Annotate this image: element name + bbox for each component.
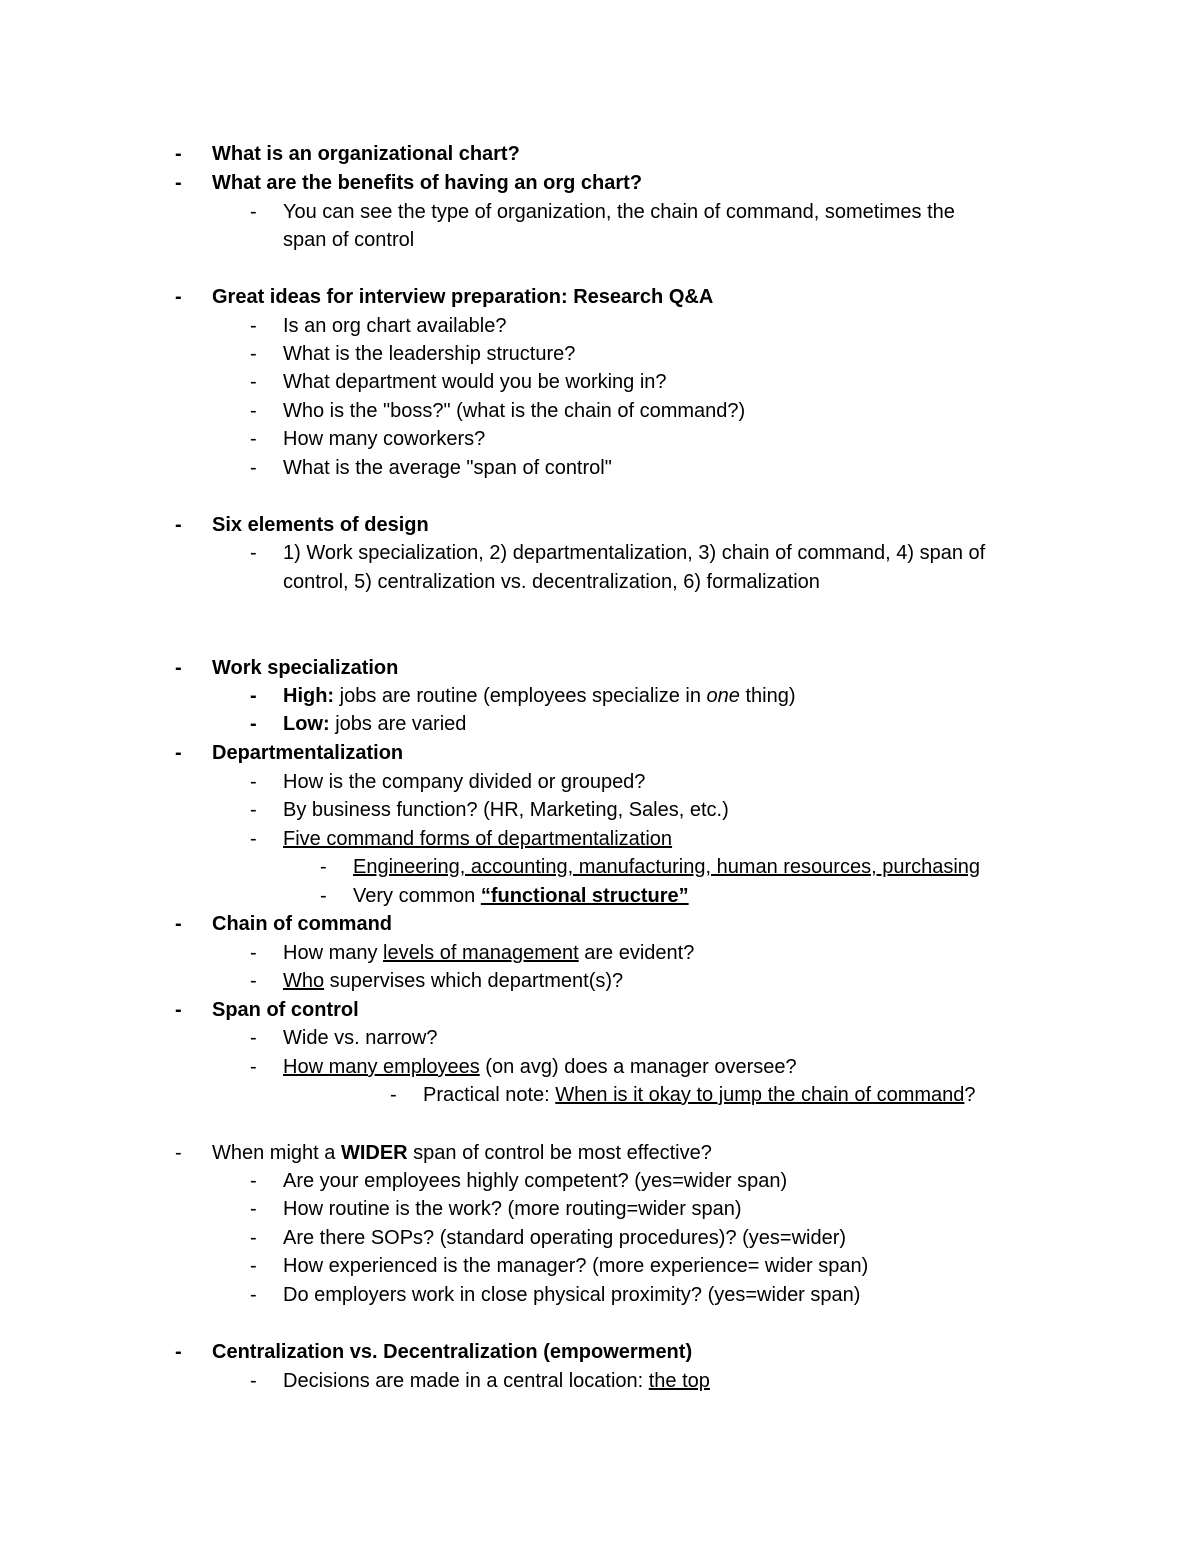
item-text-part: thing) (739, 685, 796, 707)
item-text-part: When might a (212, 1142, 341, 1164)
item-text: Is an org chart available? (283, 315, 507, 337)
bullet-dash: - (250, 1370, 257, 1392)
item-text-part: supervises which department(s)? (324, 970, 624, 992)
item-text (283, 939, 694, 967)
emphasis-one: one (706, 685, 740, 707)
term-wider: WIDER (340, 1142, 408, 1164)
bullet-dash: - (175, 172, 182, 194)
item-text-part: Very common (353, 885, 481, 907)
bullet-dash: - (175, 657, 182, 679)
heading-text: Departmentalization (212, 742, 404, 764)
bullet-dash: - (250, 1284, 257, 1306)
item-text (283, 1053, 797, 1081)
bullet-dash: - (250, 1056, 257, 1078)
item-text: Who is the "boss?" (what is the chain of command?) (283, 400, 746, 422)
bullet-dash: - (250, 201, 257, 223)
item-text: Are there SOPs? (standard operating procedures)? (yes=wider) (283, 1227, 847, 1249)
heading-text: Chain of command (212, 913, 393, 935)
heading-text: Work specialization (212, 657, 399, 679)
term-functional-structure: “functional structure” (480, 885, 689, 907)
bullet-dash: - (250, 1170, 257, 1192)
item-text-part: span of control be most effective? (407, 1142, 712, 1164)
bullet-dash: - (175, 143, 182, 165)
bullet-dash: - (250, 970, 257, 992)
item-text: Do employers work in close physical proximity? (yes=wider span) (283, 1284, 861, 1306)
item-text-underlined: Engineering, accounting, manufacturing, human resources, purchasing (353, 856, 981, 878)
bullet-dash: - (175, 742, 182, 764)
underlined-phrase: How many employees (283, 1056, 480, 1078)
item-text (283, 710, 466, 738)
heading-text: Six elements of design (212, 514, 429, 536)
bullet-dash: - (175, 1142, 182, 1164)
item-text: What is the average "span of control" (283, 457, 612, 479)
bullet-dash: - (175, 286, 182, 308)
bullet-dash: - (175, 514, 182, 536)
bullet-dash: - (250, 685, 257, 707)
item-text: What is the leadership structure? (283, 343, 576, 365)
heading-text (212, 1139, 712, 1167)
heading-text: Great ideas for interview preparation: Research Q&A (212, 286, 714, 308)
bullet-dash: - (320, 856, 327, 878)
item-text-part: (on avg) does a manager oversee? (479, 1056, 797, 1078)
item-text-part: jobs are varied (329, 713, 467, 735)
item-text: Wide vs. narrow? (283, 1027, 438, 1049)
heading-text: What are the benefits of having an org chart? (212, 172, 643, 194)
bullet-dash: - (250, 400, 257, 422)
item-text (423, 1081, 976, 1109)
item-text-part: jobs are routine (employees specialize in (334, 685, 707, 707)
item-text: Are your employees highly competent? (yes=wider span) (283, 1170, 788, 1192)
item-text: By business function? (HR, Marketing, Sales, etc.) (283, 799, 729, 821)
bullet-dash: - (250, 1255, 257, 1277)
item-text: span of control (283, 229, 415, 251)
bullet-dash: - (250, 343, 257, 365)
heading-text: What is an organizational chart? (212, 143, 520, 165)
item-text-part: Practical note: (423, 1084, 556, 1106)
item-text: control, 5) centralization vs. decentralization, 6) formalization (283, 571, 820, 593)
bullet-dash: - (175, 913, 182, 935)
item-text (353, 882, 689, 910)
bullet-dash: - (250, 799, 257, 821)
term-low: Low: (283, 713, 330, 735)
item-text: How is the company divided or grouped? (283, 771, 646, 793)
bullet-dash: - (250, 315, 257, 337)
bullet-dash: - (250, 371, 257, 393)
item-text (283, 682, 795, 710)
item-text: What department would you be working in? (283, 371, 667, 393)
underlined-phrase: the top (648, 1370, 710, 1392)
item-text: You can see the type of organization, the chain of command, sometimes the (283, 201, 955, 223)
item-text: How routine is the work? (more routing=wider span) (283, 1198, 742, 1220)
bullet-dash: - (250, 457, 257, 479)
bullet-dash: - (250, 428, 257, 450)
item-text-part: How many (283, 942, 384, 964)
bullet-dash: - (390, 1084, 397, 1106)
term-high: High: (283, 685, 335, 707)
item-text: 1) Work specialization, 2) departmentalization, 3) chain of command, 4) span of (283, 542, 986, 564)
bullet-dash: - (250, 713, 257, 735)
bullet-dash: - (250, 1227, 257, 1249)
bullet-dash: - (250, 542, 257, 564)
bullet-dash: - (250, 1027, 257, 1049)
underlined-phrase: levels of management (383, 942, 579, 964)
underlined-phrase: When is it okay to jump the chain of command (555, 1084, 965, 1106)
bullet-dash: - (175, 999, 182, 1021)
bullet-dash: - (175, 1341, 182, 1363)
item-text-part: are evident? (578, 942, 695, 964)
bullet-dash: - (250, 942, 257, 964)
bullet-dash: - (250, 828, 257, 850)
underlined-phrase: Who (283, 970, 325, 992)
bullet-dash: - (320, 885, 327, 907)
item-text (283, 967, 623, 995)
item-text-part: ? (964, 1084, 976, 1106)
heading-text: Span of control (212, 999, 359, 1021)
item-text: How experienced is the manager? (more experience= wider span) (283, 1255, 869, 1277)
heading-text: Centralization vs. Decentralization (empowerment) (212, 1341, 693, 1363)
item-text: How many coworkers? (283, 428, 486, 450)
item-text-part: Decisions are made in a central location: (283, 1370, 649, 1392)
bullet-dash: - (250, 771, 257, 793)
item-text-underlined: Five command forms of departmentalization (283, 828, 673, 850)
bullet-dash: - (250, 1198, 257, 1220)
item-text (283, 1367, 710, 1395)
